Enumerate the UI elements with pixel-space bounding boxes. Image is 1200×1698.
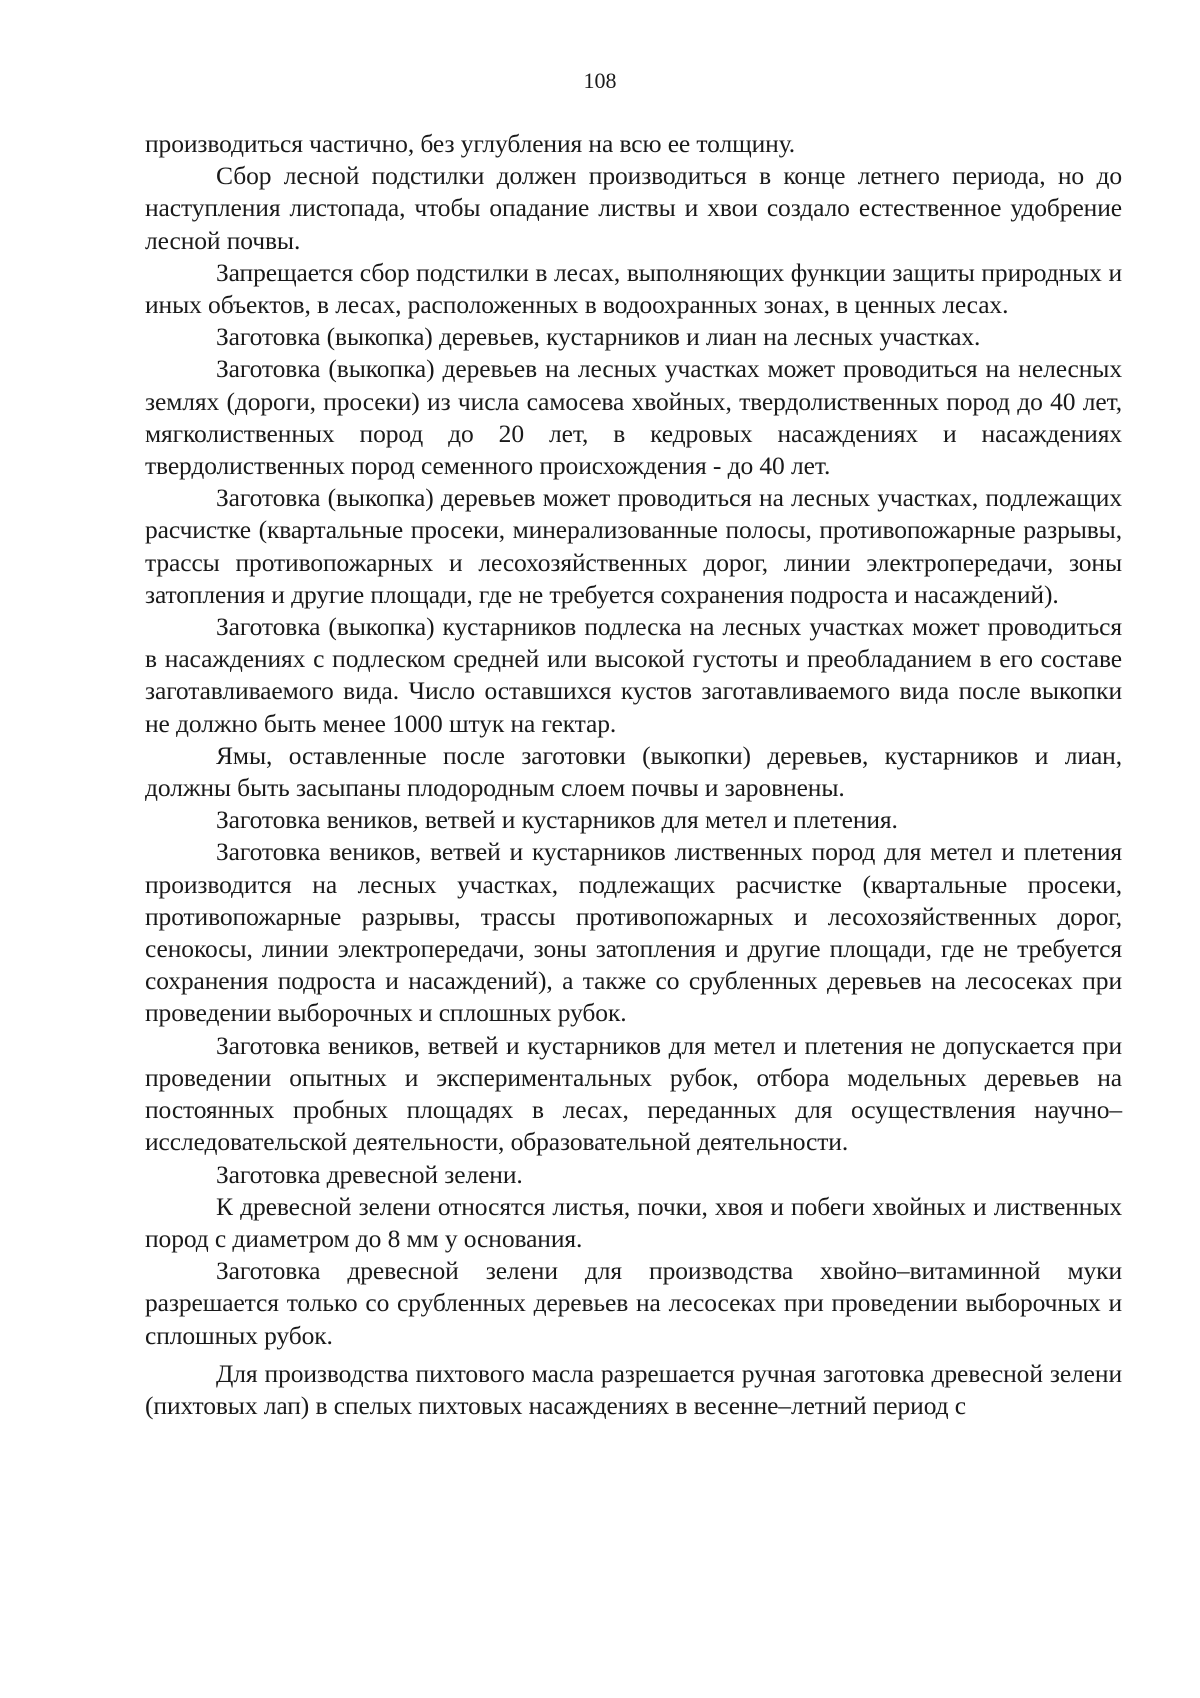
paragraph: К древесной зелени относятся листья, почки, хвоя и побеги хвойных и лиственных пород с диаметром до 8 мм у основания. [145, 1191, 1122, 1253]
paragraph: Заготовка (выкопка) деревьев может проводиться на лесных участках, подлежащих расчистке (квартальные просеки, минерализованные полосы, противопожарные разрывы, трассы противопожарных и лесохозяйственных дорог, линии электропередачи, зоны затопления и другие площади, где не требуется сохранения подроста и насаждений). [145, 483, 1122, 609]
paragraph: Заготовка веников, ветвей и кустарников лиственных пород для метел и плетения производится на лесных участках, подлежащих расчистке (квартальные просеки, противопожарные разрывы, трассы противопожарных и лесохозяйственных дорог, сенокосы, линии электропередачи, зоны затопления и другие площади, где не требуется сохранения подроста и насаждений), а также со срубленных деревьев на лесосеках при проведении выборочных и сплошных рубок. [145, 837, 1122, 1028]
paragraph-heading: Заготовка веников, ветвей и кустарников для метел и плетения. [216, 805, 898, 835]
paragraph: Заготовка древесной зелени для производства хвойно–витаминной муки разрешается только со срубленных деревьев на лесосеках при проведении выборочных и сплошных рубок. [145, 1256, 1122, 1350]
paragraph-heading: Заготовка (выкопка) деревьев, кустарников и лиан на лесных участках. [216, 322, 981, 352]
paragraph-heading: Заготовка древесной зелени. [216, 1159, 523, 1189]
paragraph: Для производства пихтового масла разрешается ручная заготовка древесной зелени (пихтовых лап) в спелых пихтовых насаждениях в весенне–летний период с [145, 1358, 1122, 1420]
paragraph: Запрещается сбор подстилки в лесах, выполняющих функции защиты природных и иных объектов, в лесах, расположенных в водоохранных зонах, в ценных лесах. [145, 257, 1122, 320]
paragraph: Заготовка (выкопка) кустарников подлеска на лесных участках может проводиться в насаждениях с подлеском средней или высокой густоты и преобладанием в его составе заготавливаемого вида. Число оставшихся кустов заготавливаемого вида после выкопки не должно быть менее 1000 штук на гектар. [145, 612, 1122, 738]
page-body [145, 128, 1122, 1422]
page-number: 108 [583, 68, 617, 93]
paragraph: Заготовка (выкопка) деревьев на лесных участках может проводиться на нелесных землях (дороги, просеки) из числа самосева хвойных, твердолиственных пород до 40 лет, мягколиственных пород до 20 лет, в кедровых насаждениях и насаждениях твердолиственных пород семенного происхождения - до 40 лет. [145, 354, 1122, 481]
paragraph: Сбор лесной подстилки должен производиться в конце летнего периода, но до наступления листопада, чтобы опадание листвы и хвои создало естественное удобрение лесной почвы. [145, 161, 1122, 255]
paragraph: производиться частично, без углубления на всю ее толщину. [145, 129, 796, 158]
paragraph: Ямы, оставленные после заготовки (выкопки) деревьев, кустарников и лиан, должны быть засыпаны плодородным слоем почвы и заровнены. [145, 740, 1122, 803]
paragraph: Заготовка веников, ветвей и кустарников для метел и плетения не допускается при проведении опытных и экспериментальных рубок, отбора модельных деревьев на постоянных пробных площадях в лесах, переданных для осуществления научно–исследовательской деятельности, образовательной деятельности. [145, 1030, 1122, 1157]
